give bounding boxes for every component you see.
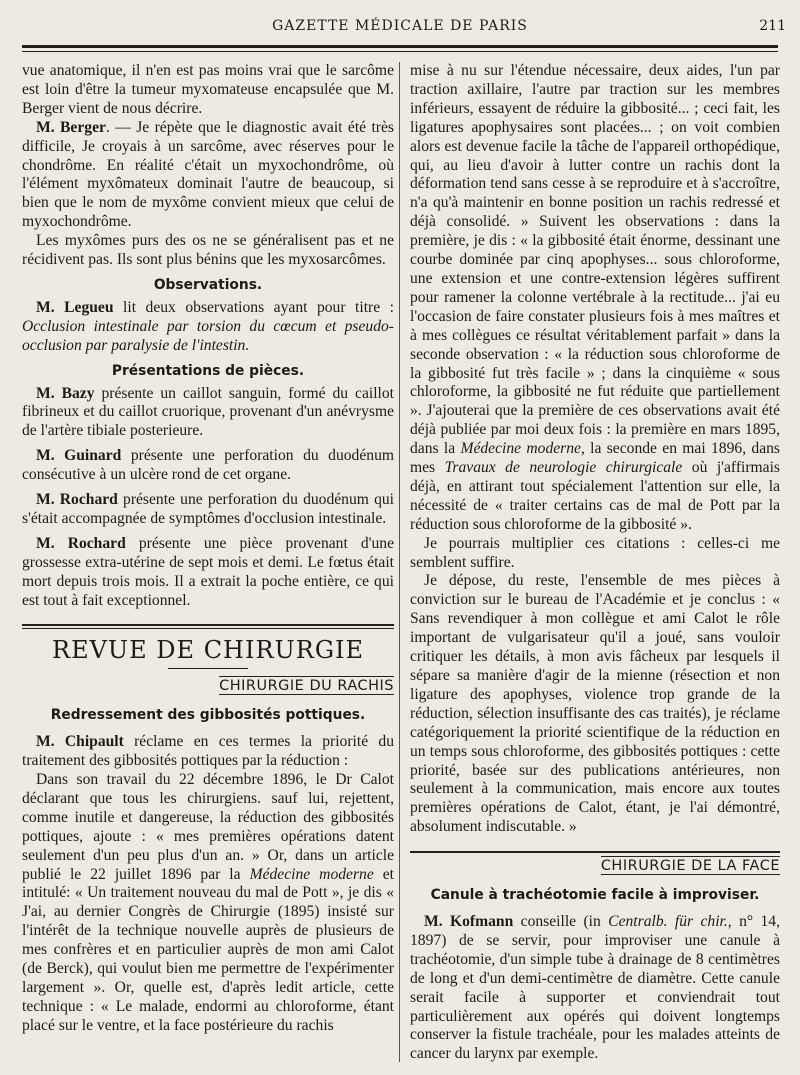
right-column	[410, 62, 780, 1067]
paragraph-text: présente une perforation du duodénum consécutive à un ulcère rond de cet organe.	[22, 447, 394, 484]
paragraph	[410, 62, 780, 535]
paragraph	[410, 913, 780, 1064]
paragraph-text: présente une pièce provenant d'une grossesse extra-utérine de sept mois et demi. Le fœtus était mort depuis trois mois. Il a extrait la poche entière, ce qui est tout à fait exceptionnel.	[22, 534, 394, 609]
speaker: M. Berger	[36, 118, 106, 136]
header-rule-thin	[22, 51, 778, 52]
italic-title: Travaux de neurologie chirurgicale	[444, 459, 683, 477]
paragraph-text: réclame en ces termes la priorité du traitement des gibbosités pottiques par la réduction :	[22, 733, 394, 770]
speaker: M. Chipault	[36, 733, 124, 751]
journal-title: GAZETTE MÉDICALE DE PARIS	[272, 18, 528, 34]
paragraph	[22, 491, 394, 529]
header-rule-thick	[22, 45, 778, 48]
paragraph-text: conseille (in	[513, 912, 609, 930]
left-column	[22, 62, 394, 1067]
italic-title: Médecine moderne	[249, 865, 374, 883]
paragraph	[22, 447, 394, 485]
rubric-text: CHIRURGIE DE LA FACE	[600, 858, 780, 875]
paragraph	[22, 733, 394, 771]
column-divider	[399, 62, 400, 1062]
section-heading-observations: Observations.	[153, 276, 263, 293]
paragraph-text: , n° 14, 1897) de se servir, pour improviser une canule à trachéotomie, d'un simple tube à drainage de 8 centimètres de long et d'un demi-centimètre de diamètre. Cette canule serait facile à supporter et conviendrait tout particulièrement aux opérés qui doivent longtemps conserver la fistule trachéale, pour les malades atteints de cancer du larynx par exemple.	[410, 912, 780, 1063]
paragraph: Je dépose, du reste, l'ensemble de mes pièces à conviction sur le bureau de l'Académie et je conclus : « Sans revendiquer à mon collègue et ami Calot le rôle important de vulgarisateur qu'il a joué, sans vouloir critiquer les détails, à mon avis fâcheux par lesquels il sépare sa manière d'agir de la mienne (résection et non ligature des apophyses, violence trop grande de la réduction, sélection insuffisante des cas traités), je réclame catégoriquement la priorité scientifique de la réduction en un temps sous chloroforme, des gibbosités pottiques : cette priorité, basée sur des publications antérieures, non seulement à la communication, mais encore aux toutes premières opérations de Calot, étant, je l'ai démontré, absolument indiscutable. »	[410, 572, 780, 836]
paragraph	[22, 535, 394, 611]
speaker: M. Rochard	[36, 534, 126, 552]
paragraph-text: présente une perforation du duodénum qui s'était accompagnée de symptômes d'occlusion intestinale.	[22, 491, 394, 527]
section-rule	[22, 628, 394, 629]
speaker: M. Legueu	[36, 298, 114, 316]
paragraph-text: lit deux observations ayant pour titre :	[113, 298, 394, 316]
paragraph-text: où j'affirmais déjà, en attirant tout spécialement l'attention sur elle, la nécessité de « traiter certains cas de mal de Pott par la réduction sous chloroforme de la gibbosité ».	[410, 459, 780, 533]
rubric-text: CHIRURGIE DU RACHIS	[219, 678, 394, 695]
paragraph	[22, 119, 394, 232]
paragraph: Je pourrais multiplier ces citations : celles-ci me semblent suffire.	[410, 534, 780, 571]
running-header	[0, 14, 800, 38]
paragraph-text: mise à nu sur l'étendue nécessaire, deux aides, l'un par traction axillaire, l'autre par traction sur les membres inférieurs, essayent de réduire la gibbosité... ; ceci fait, les ligatures apophysaires sont placées... ; on voit combien alors est devenue facile la tâche de l'appareil orthopédique, qui, au lieu d'avoir à lutter contre un rachis dont la déformation tend sans cesse à se reproduire et à s'accroître, n'a qu'à maintenir en bonne position un rachis redressé et déjà consolidé. » Suivent les observations : dans la première, je dis : « la gibbosité était énorme, dessinant une courbe dominée par cinq apophyses... sous chloroforme, une extension et une contre-extension légères suffirent pour ramener la colonne vertébrale à la rectitude... j'ai eu l'occasion de faire constater plusieurs fois à mes maîtres et à mes collègues ce résultat véritablement parfait » dans la seconde observation : « la réduction sous chloroforme de la gibbosité fut très facile » ; dans la cinquième « sous chloroforme, la gibbosité ne fut réduite que partiellement ». J'ajouterai que la première de ces observations avait été déjà publiée par moi deux fois : la première en mars 1895, dans la	[410, 62, 780, 458]
page-number: 211	[759, 18, 786, 34]
paragraph	[22, 299, 394, 356]
section-title-revue: REVUE DE CHIRURGIE	[52, 636, 364, 665]
paragraph: Les myxômes purs des os ne se généralisent pas et ne récidivent pas. Ils sont plus bénins que les myxosarcômes.	[22, 232, 394, 269]
paragraph-text: Dans son travail du 22 décembre 1896, le Dr Calot déclarant que tous les chirurgiens. sauf lui, rejettent, comme inutile et dangereuse, la réduction des gibbosités pottiques, ajoute : « mes premières opérations datent seulement d'un peu plus d'un an. » Or, dans un article publié le 22 juillet 1896 par la	[22, 771, 394, 883]
italic-title: Centralb. für chir.	[608, 912, 728, 930]
italic-title: Médecine moderne	[460, 440, 581, 458]
article-title: Redressement des gibbosités pottiques.	[50, 707, 366, 724]
section-heading-presentations: Présentations de pièces.	[111, 362, 305, 379]
speaker: M. Rochard	[36, 491, 118, 509]
rubric-heading	[22, 677, 394, 696]
speaker: M. Kofmann	[424, 912, 514, 930]
paragraph-text: , la seconde en mai 1896, dans mes	[410, 440, 780, 477]
italic-title: Occlusion intestinale par torsion du cœcum et pseudo-occlusion par paralysie de l'intestin.	[22, 317, 394, 354]
rubric-heading	[410, 857, 780, 876]
paragraph	[22, 385, 394, 442]
paragraph	[22, 771, 394, 1036]
paragraph: vue anatomique, il n'en est pas moins vrai que le sarcôme est loin d'être la tumeur myxomateuse encapsulée que M. Berger vient de nous décrire.	[22, 62, 394, 117]
speaker: M. Guinard	[36, 447, 122, 465]
paragraph-text: présente un caillot sanguin, formé du caillot fibrineux et du caillot cruorique, provenant d'un anévrysme de l'artère tibiale posterieure.	[22, 384, 394, 440]
section-rule	[410, 851, 780, 853]
title-underline	[168, 668, 248, 669]
paragraph-text: et intitulé: « Un traitement nouveau du mal de Pott », je dis « J'ai, au dernier Congrès de Chirurgie (1895) insisté sur l'intérêt de la technique nouvelle auprès de plusieurs de mes confrères et en particulier auprès de mon ami Calot (de Berck), qui voulut bien me permettre de l'expérimenter largement ». Or, quelle est, d'après ledit article, cette technique : « Le malade, endormi au chloroforme, étant placé sur le ventre, et la face postérieure du rachis	[22, 865, 394, 1034]
speaker: M. Bazy	[36, 384, 95, 402]
paragraph-text: . — Je répète que le diagnostic avait été très difficile, Je croyais à un sarcôme, avec réserves pour le chondrôme. En réalité c'était un myxochondrôme, où l'élément myxômateux dominait l'autre de beaucoup, si bien que le nom de myxôme convient mieux que celui de myxochondrôme.	[22, 118, 394, 231]
article-title: Canule à trachéotomie facile à improviser.	[430, 887, 760, 904]
section-rule	[22, 624, 394, 626]
